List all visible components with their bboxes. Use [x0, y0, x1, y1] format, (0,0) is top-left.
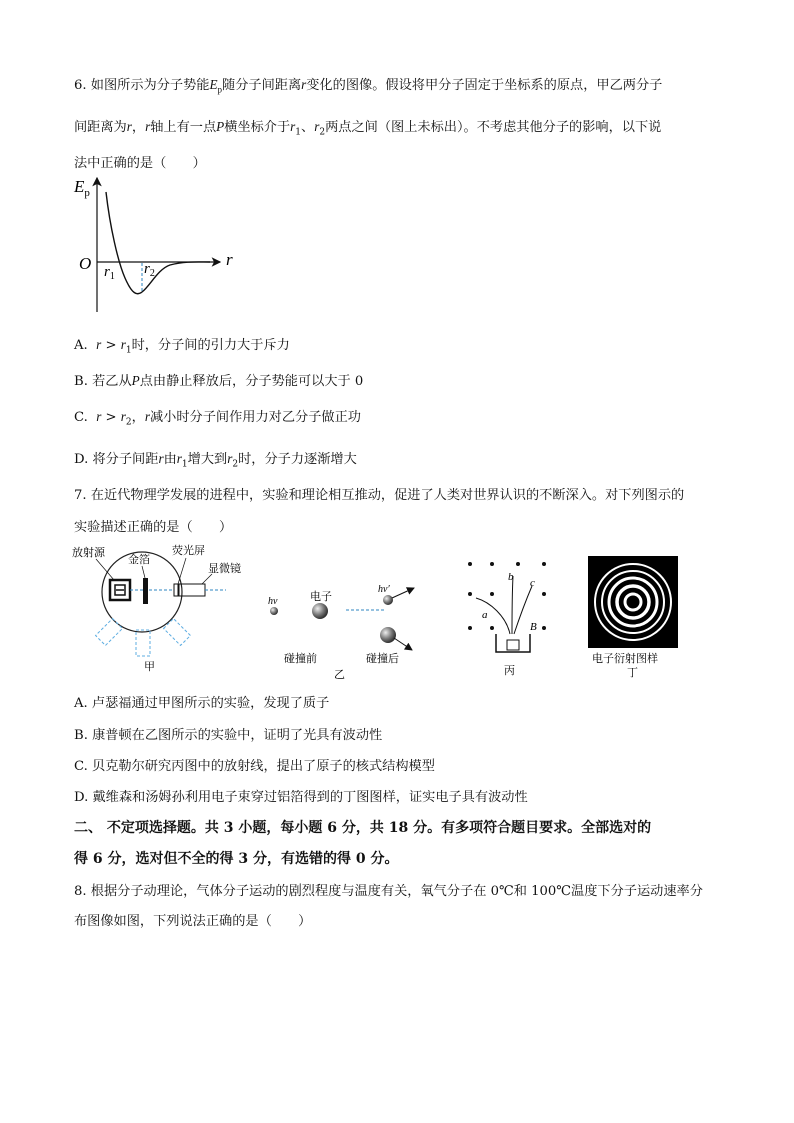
- y-axis-label: $E_p$: [74, 177, 90, 199]
- ep-symbol: $E_p$: [209, 77, 223, 95]
- caption-ding-1: 电子衍射图样: [592, 652, 658, 665]
- q7-line-2: 实验描述正确的是（ ）: [74, 520, 233, 535]
- label-hv: hv: [268, 596, 278, 607]
- section-2-heading-line-2: 得 6 分，选对但不全的得 3 分，有选错的得 0 分。: [74, 851, 399, 867]
- caption-yi: 乙: [334, 668, 345, 681]
- label-screen: 荧光屏: [172, 544, 205, 557]
- caption-jia: 甲: [144, 660, 155, 673]
- q6-option-c[interactable]: C. $r > r_2$，r减小时分子间作用力对乙分子做正功: [74, 409, 361, 428]
- q6-line-1: 6. 如图所示为分子势能$E_p$随分子间距离r变化的图像。假设将甲分子固定于坐标系的原点，甲乙两分子: [74, 77, 663, 95]
- q6-potential-energy-graph: [70, 172, 250, 317]
- q6-option-a[interactable]: A. $r > r_1$时，分子间的引力大于斥力: [74, 337, 290, 356]
- q6-option-b[interactable]: B. 若乙从P点由静止释放后，分子势能可以大于 0: [74, 373, 364, 389]
- label-source: 放射源: [72, 546, 105, 559]
- x-axis-label: r: [226, 250, 233, 269]
- q7-option-b[interactable]: B. 康普顿在乙图所示的实验中，证明了光具有波动性: [74, 728, 383, 743]
- label-after: 碰撞后: [366, 652, 399, 665]
- q8-line-2: 布图像如图，下列说法正确的是（ ）: [74, 914, 312, 929]
- label-c: c: [530, 577, 535, 589]
- fig-yi-compton-scattering: [262, 580, 422, 682]
- caption-bing: 丙: [504, 664, 515, 677]
- label-a: a: [482, 609, 488, 621]
- label-electron: 电子: [310, 590, 332, 603]
- fig-bing-radiation-in-field: [460, 556, 560, 680]
- label-foil: 金箔: [128, 553, 150, 566]
- q7-option-a[interactable]: A. 卢瑟福通过甲图所示的实验，发现了质子: [74, 696, 330, 711]
- q7-option-d[interactable]: D. 戴维森和汤姆孙利用电子束穿过铝箔得到的丁图图样，证实电子具有波动性: [74, 790, 528, 805]
- section-2-heading-line-1: 二、 不定项选择题。共 3 小题，每小题 6 分，共 18 分。有多项符合题目要求。全部选对的: [74, 820, 652, 836]
- magnetic-field-dots: [468, 562, 546, 630]
- q6-line-2: 间距离为r，r轴上有一点P横坐标介于$r_1$、$r_2$两点之间（图上未标出）。不考虑其他分子的影响，以下说: [74, 119, 662, 138]
- label-B: B: [530, 621, 537, 633]
- caption-ding-2: 丁: [627, 666, 638, 679]
- label-b: b: [508, 571, 514, 583]
- q8-line-1: 8. 根据分子动理论，气体分子运动的剧烈程度与温度有关，氧气分子在 0℃和 100℃温度下分子运动速率分: [74, 884, 703, 899]
- q7-line-1: 7. 在近代物理学发展的进程中，实验和理论相互推动，促进了人类对世界认识的不断深入。对下列图示的: [74, 488, 685, 503]
- origin-label: O: [79, 254, 92, 273]
- fig-jia-rutherford-apparatus: [66, 542, 246, 680]
- ep-curve: [106, 192, 210, 294]
- r1-label: $r_1$: [104, 264, 115, 282]
- label-before: 碰撞前: [284, 652, 317, 665]
- fig-ding-electron-diffraction: [586, 556, 686, 682]
- q6-line-3: 法中正确的是（ ）: [74, 156, 206, 171]
- r2-label: $r_2$: [144, 261, 155, 279]
- label-microscope: 显微镜: [208, 562, 241, 575]
- q7-option-c[interactable]: C. 贝克勒尔研究丙图中的放射线，提出了原子的核式结构模型: [74, 759, 435, 774]
- label-hv-prime: hv′: [378, 584, 390, 595]
- q6-option-d[interactable]: D. 将分子间距r由$r_1$增大到$r_2$时，分子力逐渐增大: [74, 451, 357, 470]
